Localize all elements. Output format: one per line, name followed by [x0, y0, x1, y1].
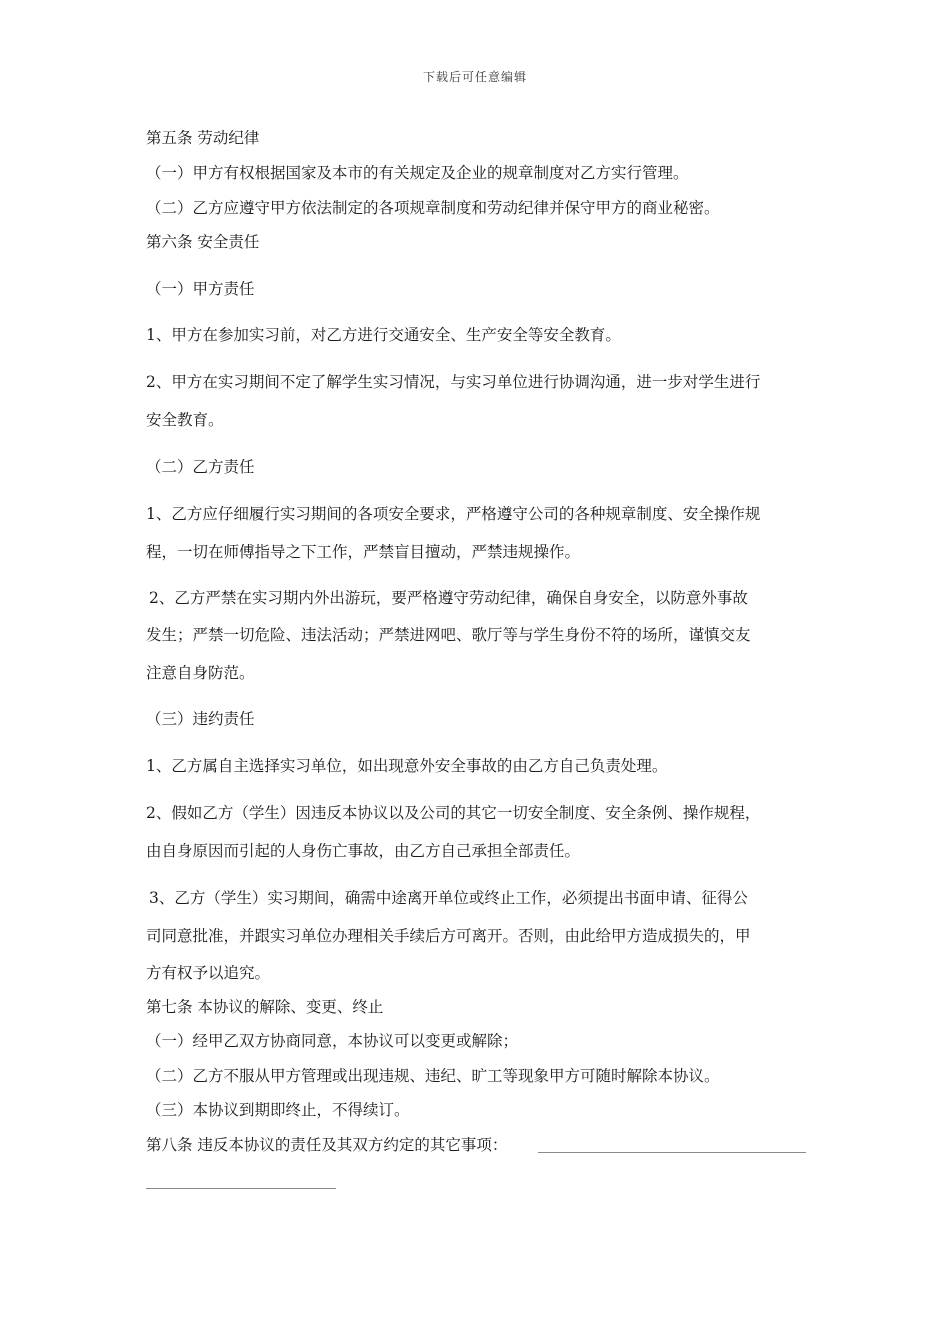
- paragraph: （三）本协议到期即终止，不得续订。: [146, 1101, 410, 1119]
- fill-in-blank-line: [538, 1152, 806, 1153]
- paragraph: 程，一切在师傅指导之下工作，严禁盲目擅动，严禁违规操作。: [146, 543, 581, 561]
- fill-in-blank-line: [146, 1188, 336, 1189]
- paragraph: 1、甲方在参加实习前，对乙方进行交通安全、生产安全等安全教育。: [146, 326, 621, 344]
- section-heading: （三）违约责任: [146, 710, 255, 728]
- paragraph: 1、乙方应仔细履行实习期间的各项安全要求，严格遵守公司的各种规章制度、安全操作规: [146, 505, 761, 523]
- paragraph: （二）乙方应遵守甲方依法制定的各项规章制度和劳动纪律并保守甲方的商业秘密。: [146, 199, 720, 217]
- paragraph: （二）乙方不服从甲方管理或出现违规、违纪、旷工等现象甲方可随时解除本协议。: [146, 1067, 720, 1085]
- paragraph: 3、乙方（学生）实习期间，确需中途离开单位或终止工作，必须提出书面申请、征得公: [149, 889, 748, 907]
- article-8-heading: 第八条 违反本协议的责任及其双方约定的其它事项：: [146, 1136, 508, 1154]
- paragraph: 2、甲方在实习期间不定了解学生实习情况，与实习单位进行协调沟通，进一步对学生进行: [146, 373, 761, 391]
- paragraph: （一）经甲乙双方协商同意，本协议可以变更或解除；: [146, 1032, 519, 1050]
- paragraph: 2、乙方严禁在实习期内外出游玩，要严格遵守劳动纪律，确保自身安全，以防意外事故: [149, 589, 748, 607]
- paragraph: 司同意批准，并跟实习单位办理相关手续后方可离开。否则，由此给甲方造成损失的，甲: [146, 927, 751, 945]
- article-5-heading: 第五条 劳动纪律: [146, 129, 260, 147]
- section-heading: （一）甲方责任: [146, 280, 255, 298]
- paragraph: 由自身原因而引起的人身伤亡事故，由乙方自己承担全部责任。: [146, 842, 581, 860]
- paragraph: 1、乙方属自主选择实习单位，如出现意外安全事故的由乙方自己负责处理。: [146, 757, 668, 775]
- paragraph: （一）甲方有权根据国家及本市的有关规定及企业的规章制度对乙方实行管理。: [146, 164, 689, 182]
- section-heading: （二）乙方责任: [146, 458, 255, 476]
- paragraph: 注意自身防范。: [146, 664, 255, 682]
- paragraph: 方有权予以追究。: [146, 964, 271, 982]
- article-6-heading: 第六条 安全责任: [146, 233, 260, 251]
- paragraph: 发生；严禁一切危险、违法活动；严禁进网吧、歌厅等与学生身份不符的场所，谨慎交友: [146, 626, 751, 644]
- paragraph: 2、假如乙方（学生）因违反本协议以及公司的其它一切安全制度、安全条例、操作规程，: [146, 804, 761, 822]
- page-header: 下载后可任意编辑: [422, 70, 527, 84]
- article-7-heading: 第七条 本协议的解除、变更、终止: [146, 998, 384, 1016]
- paragraph: 安全教育。: [146, 411, 224, 429]
